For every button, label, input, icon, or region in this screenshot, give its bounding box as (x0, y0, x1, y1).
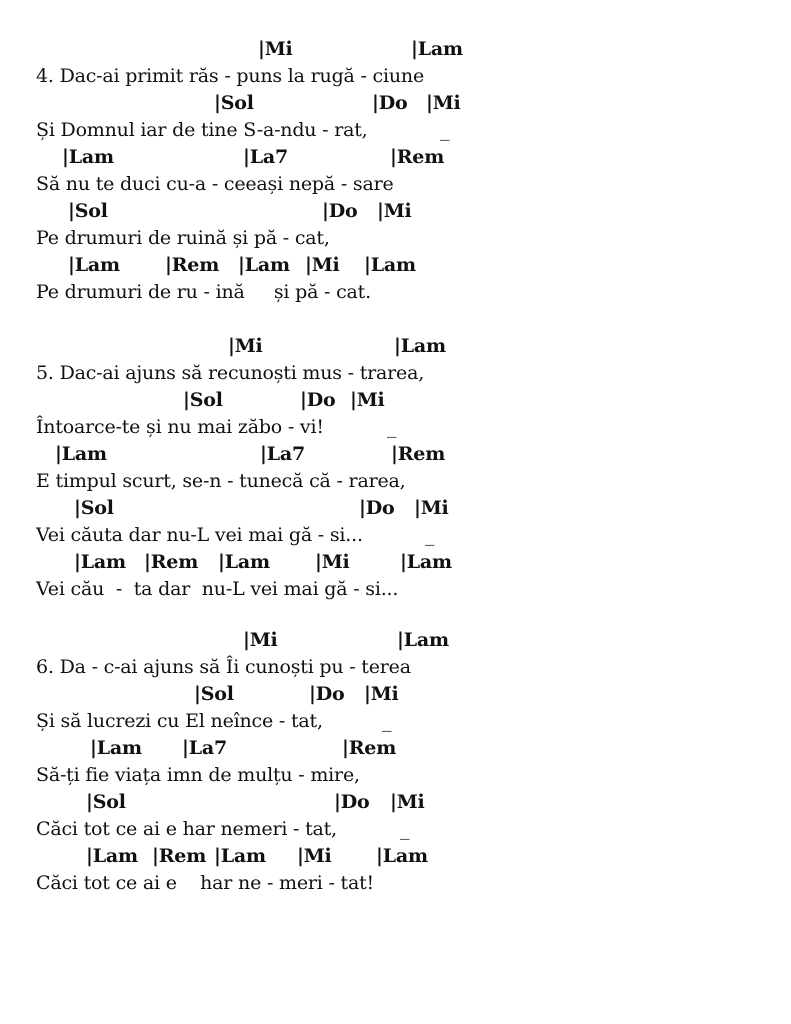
lyric-line: Vei cău - ta dar nu-L vei mai gă - si... (36, 578, 399, 600)
chord: |Do (322, 200, 358, 222)
chord: |Sol (214, 92, 254, 114)
lyric-line: Căci tot ce ai e har nemeri - tat, (36, 818, 337, 840)
chord: |Rem (165, 254, 220, 276)
lyric-line: Căci tot ce ai e har ne - meri - tat! (36, 872, 374, 894)
chord: |Rem (152, 845, 207, 867)
chord: |Mi (243, 629, 278, 651)
lyric-line: Pe drumuri de ru - ină și pă - cat. (36, 281, 371, 303)
chord: |Do (309, 683, 345, 705)
chord: |Lam (411, 38, 463, 60)
underscore-mark: _ (387, 416, 397, 438)
lyric-line: Și Domnul iar de tine S-a-ndu - rat, (36, 119, 368, 141)
chord: |Sol (68, 200, 108, 222)
chord: |Do (334, 791, 370, 813)
underscore-mark: _ (440, 119, 450, 141)
lyric-line: 5. Dac-ai ajuns să recunoști mus - trarea, (36, 362, 425, 384)
chord: |Lam (90, 737, 142, 759)
lyric-line: Să nu te duci cu-a - ceeași nepă - sare (36, 173, 394, 195)
chord: |Lam (364, 254, 416, 276)
chord: |Sol (194, 683, 234, 705)
chord: |Mi (258, 38, 293, 60)
chord: |Mi (315, 551, 350, 573)
chord: |Lam (397, 629, 449, 651)
chord: |Lam (238, 254, 290, 276)
lyric-line: Să-ți fie viața imn de mulțu - mire, (36, 764, 360, 786)
lyric-line: Și să lucrezi cu El neînce - tat, (36, 710, 323, 732)
chord: |Mi (426, 92, 461, 114)
chord: |Lam (218, 551, 270, 573)
chord: |Lam (68, 254, 120, 276)
chord: |Mi (297, 845, 332, 867)
chord: |Mi (305, 254, 340, 276)
chord: |Rem (342, 737, 397, 759)
chord: |Lam (400, 551, 452, 573)
chord: |La7 (182, 737, 228, 759)
chord: |Mi (390, 791, 425, 813)
chord: |Lam (55, 443, 107, 465)
chord: |Lam (62, 146, 114, 168)
underscore-mark: _ (425, 524, 435, 546)
chord: |La7 (243, 146, 289, 168)
lyric-line: 6. Da - c-ai ajuns să Îi cunoști pu - terea (36, 656, 411, 678)
underscore-mark: _ (400, 818, 410, 840)
lyric-line: Pe drumuri de ruină și pă - cat, (36, 227, 330, 249)
chord: |Do (359, 497, 395, 519)
chord: |La7 (260, 443, 306, 465)
chord: |Lam (214, 845, 266, 867)
chord: |Sol (86, 791, 126, 813)
lyric-line: 4. Dac-ai primit răs - puns la rugă - ciune (36, 65, 424, 87)
lyric-line: Întoarce-te și nu mai zăbo - vi! (36, 416, 324, 438)
chord: |Rem (144, 551, 199, 573)
chord: |Sol (74, 497, 114, 519)
chord: |Do (300, 389, 336, 411)
underscore-mark: _ (382, 710, 392, 732)
chord: |Do (372, 92, 408, 114)
chord: |Rem (391, 443, 446, 465)
chord: |Mi (364, 683, 399, 705)
chord: |Lam (74, 551, 126, 573)
lyric-line: Vei căuta dar nu-L vei mai gă - si... (36, 524, 363, 546)
chord: |Mi (414, 497, 449, 519)
chord: |Lam (86, 845, 138, 867)
chord: |Mi (350, 389, 385, 411)
chord: |Lam (394, 335, 446, 357)
lyric-line: E timpul scurt, se-n - tunecă că - rarea, (36, 470, 406, 492)
chord: |Mi (228, 335, 263, 357)
chord: |Sol (183, 389, 223, 411)
chord: |Rem (390, 146, 445, 168)
chord: |Mi (377, 200, 412, 222)
chord: |Lam (376, 845, 428, 867)
